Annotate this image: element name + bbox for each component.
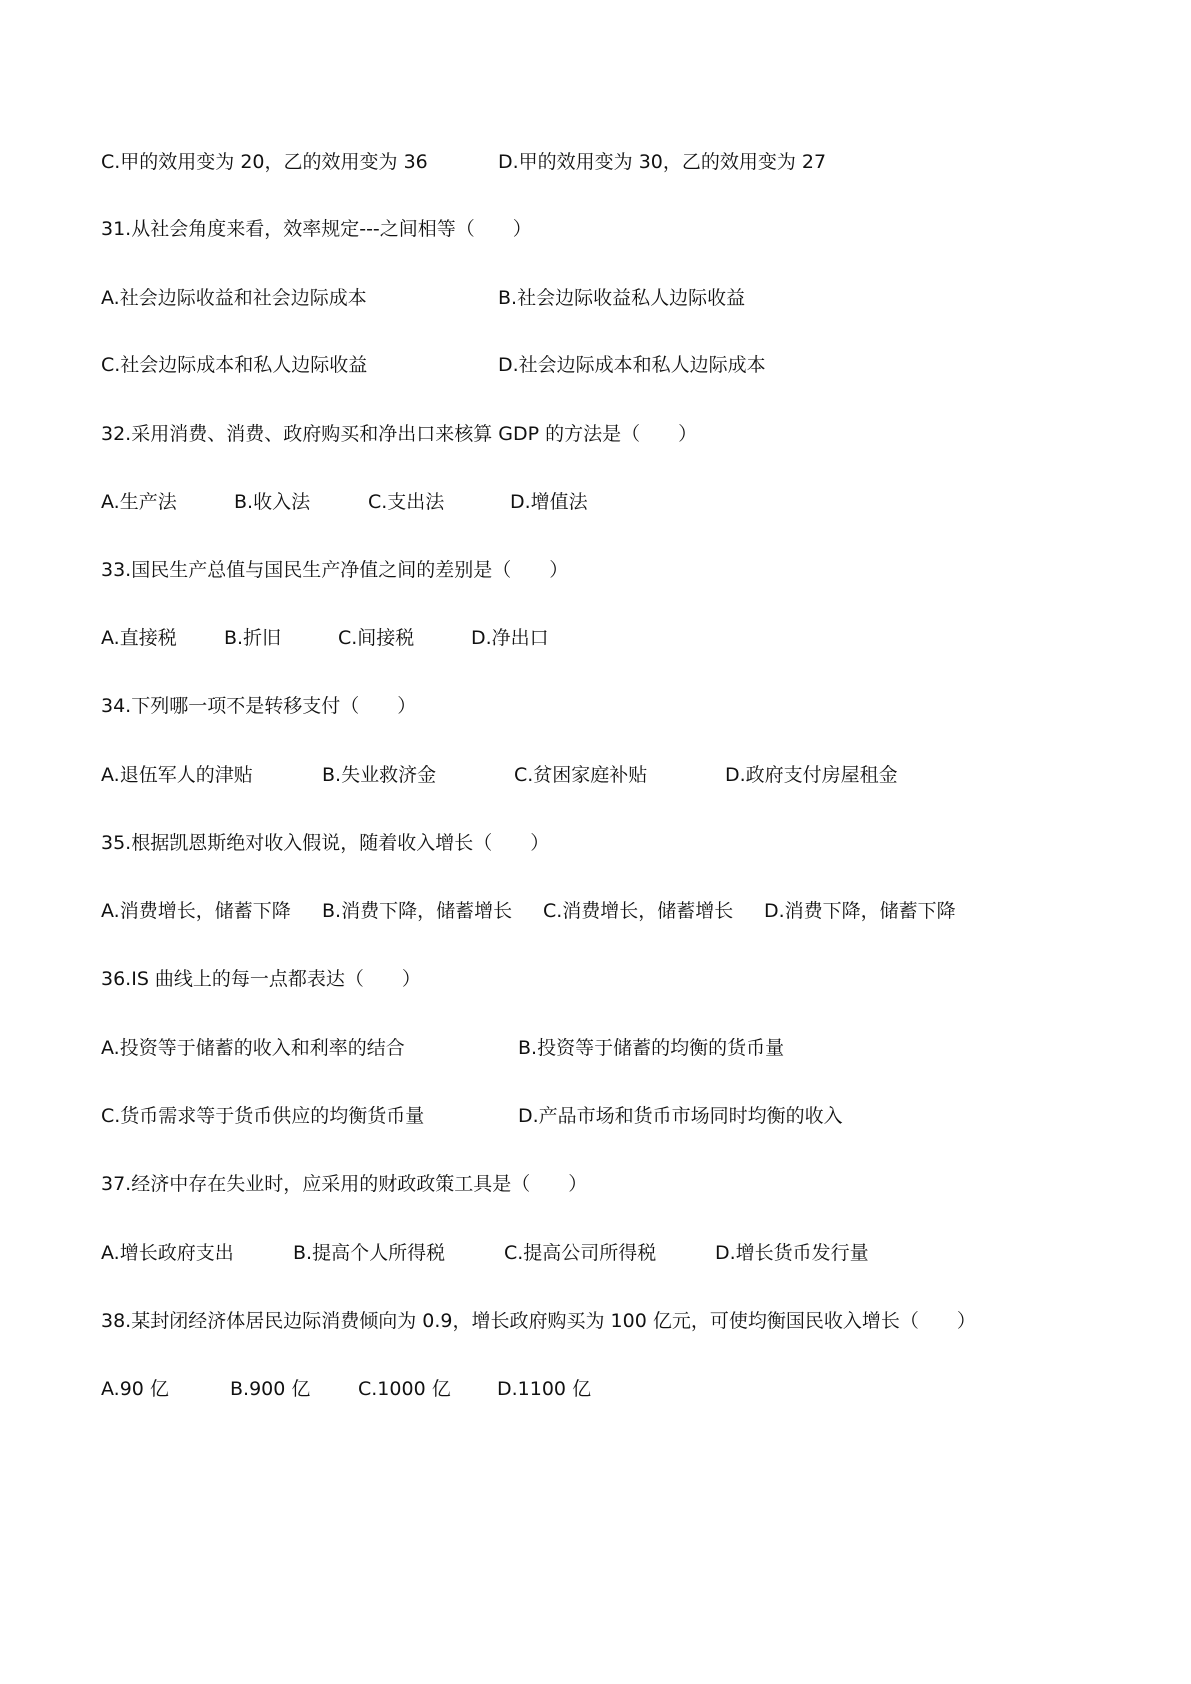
- option-d: D.增值法: [510, 491, 588, 513]
- option-row: [0, 147, 1191, 177]
- option-row: [0, 1238, 1191, 1268]
- question-33-stem: 33.国民生产总值与国民生产净值之间的差别是（ ）: [101, 559, 569, 581]
- option-c: C.间接税: [338, 627, 415, 649]
- option-c: C.贫困家庭补贴: [514, 764, 648, 786]
- option-b: B.消费下降，储蓄增长: [322, 900, 513, 922]
- question-stem: [0, 555, 1191, 585]
- question-32-stem: 32.采用消费、消费、政府购买和净出口来核算 GDP 的方法是（ ）: [101, 423, 698, 445]
- option-row: [0, 1374, 1191, 1404]
- question-stem: [0, 1306, 1191, 1336]
- option-d: D.政府支付房屋租金: [725, 764, 898, 786]
- option-row: [0, 1033, 1191, 1063]
- option-d: D.产品市场和货币市场同时均衡的收入: [518, 1105, 843, 1127]
- option-c: C.1000 亿: [358, 1378, 451, 1400]
- option-b: B.900 亿: [230, 1378, 311, 1400]
- question-35-stem: 35.根据凯恩斯绝对收入假说，随着收入增长（ ）: [101, 832, 550, 854]
- question-stem: [0, 828, 1191, 858]
- option-d: D.消费下降，储蓄下降: [764, 900, 956, 922]
- question-36-stem: 36.IS 曲线上的每一点都表达（ ）: [101, 968, 421, 990]
- option-row: [0, 896, 1191, 926]
- option-row: [0, 283, 1191, 313]
- question-31-stem: 31.从社会角度来看，效率规定---之间相等（ ）: [101, 218, 532, 240]
- option-a: A.直接税: [101, 627, 177, 649]
- question-38-stem: 38.某封闭经济体居民边际消费倾向为 0.9，增长政府购买为 100 亿元，可使均衡国民收入增长（ ）: [101, 1310, 976, 1332]
- option-b: B.提高个人所得税: [293, 1242, 446, 1264]
- option-d: D.净出口: [471, 627, 549, 649]
- option-d: D.社会边际成本和私人边际成本: [498, 354, 766, 376]
- option-a: A.消费增长，储蓄下降: [101, 900, 291, 922]
- option-d: D.增长货币发行量: [715, 1242, 869, 1264]
- question-stem: [0, 964, 1191, 994]
- option-a: A.社会边际收益和社会边际成本: [101, 287, 367, 309]
- option-a: A.退伍军人的津贴: [101, 764, 253, 786]
- option-row: [0, 760, 1191, 790]
- option-c: C.支出法: [368, 491, 445, 513]
- option-b: B.失业救济金: [322, 764, 437, 786]
- question-34-stem: 34.下列哪一项不是转移支付（ ）: [101, 695, 417, 717]
- question-stem: [0, 691, 1191, 721]
- option-b: B.投资等于储蓄的均衡的货币量: [518, 1037, 785, 1059]
- option-d: D.1100 亿: [497, 1378, 592, 1400]
- option-a: A.增长政府支出: [101, 1242, 234, 1264]
- question-37-stem: 37.经济中存在失业时，应采用的财政政策工具是（ ）: [101, 1173, 588, 1195]
- option-row: [0, 1101, 1191, 1131]
- option-d: D.甲的效用变为 30，乙的效用变为 27: [498, 151, 827, 173]
- option-b: B.折旧: [224, 627, 282, 649]
- option-b: B.社会边际收益私人边际收益: [498, 287, 746, 309]
- option-row: [0, 487, 1191, 517]
- option-c: C.消费增长，储蓄增长: [543, 900, 734, 922]
- question-stem: [0, 419, 1191, 449]
- question-stem: [0, 214, 1191, 244]
- option-b: B.收入法: [234, 491, 311, 513]
- option-row: [0, 350, 1191, 380]
- option-c: C.货币需求等于货币供应的均衡货币量: [101, 1105, 425, 1127]
- option-c: C.甲的效用变为 20，乙的效用变为 36: [101, 151, 428, 173]
- option-a: A.90 亿: [101, 1378, 169, 1400]
- option-a: A.投资等于储蓄的收入和利率的结合: [101, 1037, 405, 1059]
- option-c: C.社会边际成本和私人边际收益: [101, 354, 368, 376]
- option-a: A.生产法: [101, 491, 177, 513]
- option-row: [0, 623, 1191, 653]
- question-stem: [0, 1169, 1191, 1199]
- option-c: C.提高公司所得税: [504, 1242, 657, 1264]
